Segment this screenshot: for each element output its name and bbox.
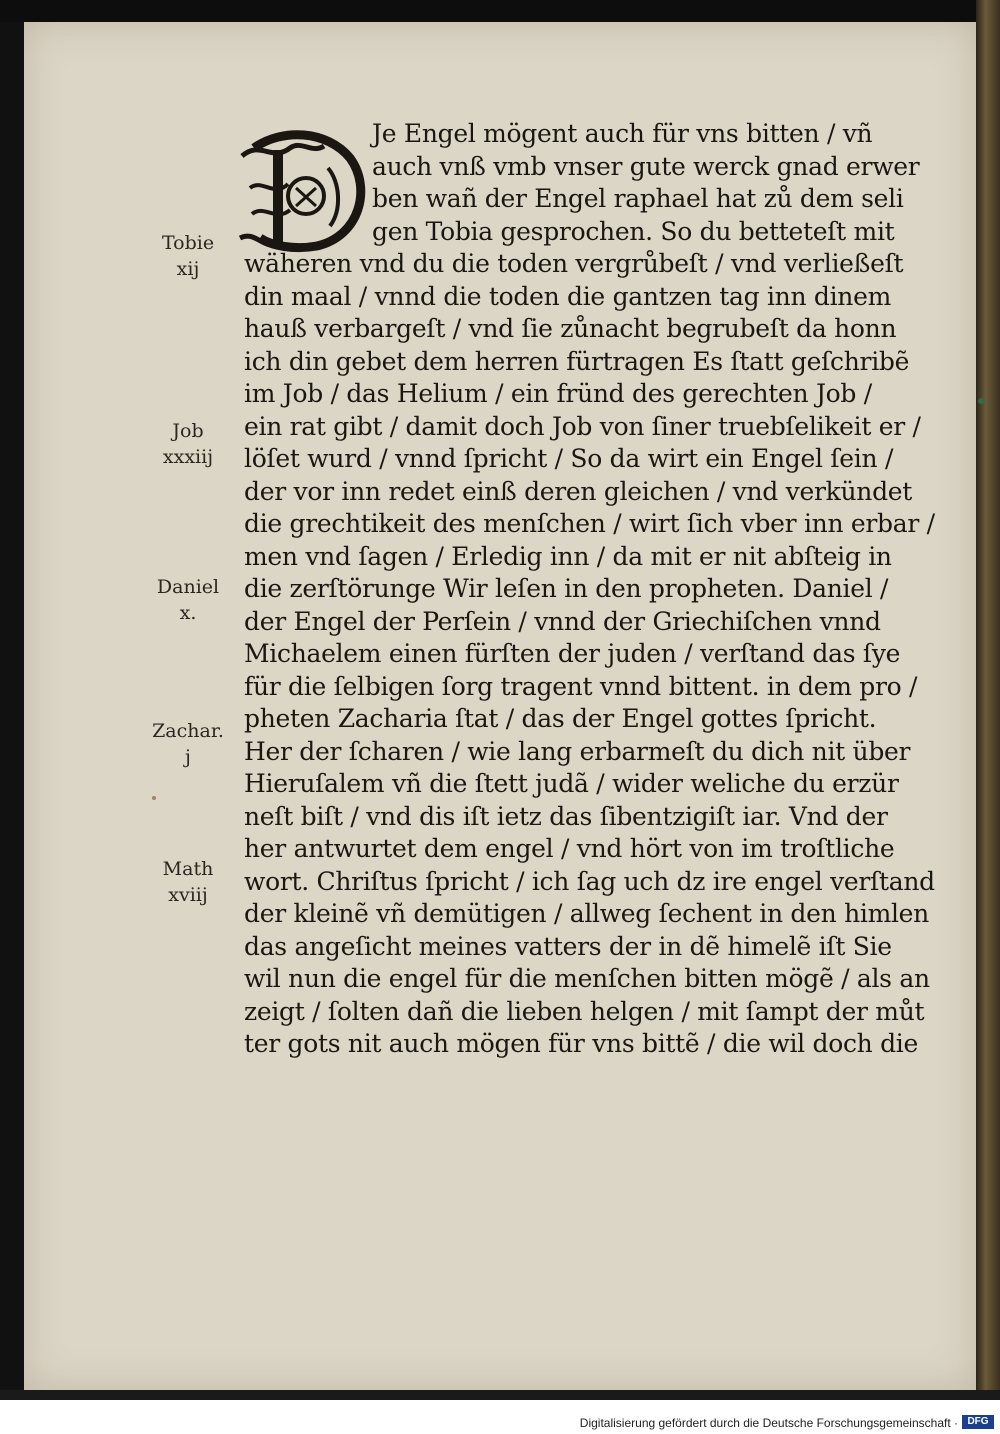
text-line: der kleinẽ vñ demütigen / allweg ſechent in den himlen — [244, 899, 929, 928]
margin-note-book: Zachar. — [152, 720, 224, 742]
margin-note-daniel — [148, 574, 228, 626]
text-line: Michaelem einen fürſten der juden / verſtand das ſye — [244, 639, 901, 668]
margin-note-zachar — [148, 718, 228, 770]
margin-note-job — [148, 418, 228, 470]
text-line: hauß verbargeſt / vnd ſie zůnacht begrubeſt da honn — [244, 314, 897, 343]
text-line: der vor inn redet einß deren gleichen / vnd verkündet — [244, 476, 913, 506]
margin-note-chapter: xviij — [168, 884, 208, 906]
footer-credit: Digitalisierung gefördert durch die Deutsche Forschungsgemeinschaft · — [579, 1416, 958, 1430]
text-line: neſt biſt / vnd dis iſt ietz das ſibentzigiſt iar. Vnd der — [244, 801, 888, 831]
text-line: Her der ſcharen / wie lang erbarmeſt du dich nit über — [244, 736, 911, 766]
margin-note-chapter: xij — [176, 258, 200, 280]
text-line: löſet wurd / vnnd ſpricht / So da wirt ein Engel ſein / — [244, 444, 894, 473]
margin-note-chapter: j — [185, 746, 191, 768]
text-line: Hieruſalem vñ die ſtett judã / wider weliche du erzür — [244, 769, 899, 798]
text-line: die zerſtörunge Wir leſen in den propheten. Daniel / — [244, 574, 889, 603]
text-line: auch vnß vmb vnser gute werck gnad erwer — [372, 151, 920, 181]
margin-note-book: Math — [162, 858, 214, 880]
color-mark — [978, 398, 984, 404]
margin-note-math — [148, 856, 228, 908]
text-line: wil nun die engel für die menſchen bitten mögẽ / als an — [244, 964, 930, 993]
text-line: Je Engel mögent auch für vns bitten / vñ — [372, 119, 873, 148]
footer — [0, 1412, 1000, 1434]
text-line: ter gots nit auch mögen für vns bittẽ / die wil doch die — [244, 1029, 918, 1058]
text-line: wort. Chriſtus ſpricht / ich ſag uch dz ire engel verſtand — [244, 866, 935, 896]
text-line: ein rat gibt / damit doch Job von ſiner truebſelikeit er / — [244, 411, 921, 441]
text-line: pheten Zacharia ſtat / das der Engel gottes ſpricht. — [244, 704, 877, 733]
book-edge — [976, 0, 1000, 1400]
dfg-logo: DFG — [962, 1415, 994, 1429]
margin-note-book: Tobie — [161, 232, 215, 254]
text-line: din maal / vnnd die toden die gantzen tag inn dinem — [244, 281, 891, 311]
margin-note-tobie — [148, 230, 228, 282]
text-line: ich din gebet dem herren fürtragen Es ſtatt geſchribẽ — [244, 346, 910, 376]
scan-bottom-border — [0, 1390, 1000, 1400]
text-line: zeigt / ſolten dañ die lieben helgen / mit ſampt der můt — [244, 996, 925, 1026]
body-text — [244, 118, 954, 1061]
text-line: im Job / das Helium / ein fründ des gerechten Job / — [244, 379, 872, 408]
margin-note-book: Job — [172, 420, 204, 442]
text-line: men vnd ſagen / Erledig inn / da mit er nit abſteig in — [244, 541, 892, 571]
margin-note-book: Daniel — [156, 576, 220, 598]
text-line: das angeſicht meines vatters der in dẽ himelẽ iſt Sie — [244, 931, 892, 961]
margin-note-chapter: xxxiij — [162, 446, 214, 468]
text-line: her antwurtet dem engel / vnd hört von im troſtliche — [244, 834, 895, 863]
text-line: gen Tobia gesprochen. So du betteteſt mit — [372, 216, 895, 246]
paper-speck — [152, 796, 156, 800]
text-line: für die ſelbigen ſorg tragent vnnd bittent. in dem pro / — [244, 671, 918, 701]
margin-note-chapter: x. — [179, 602, 197, 624]
text-line: die grechtikeit des menſchen / wirt ſich vber inn erbar / — [244, 509, 935, 538]
text-line: der Engel der Perſein / vnnd der Griechiſchen vnnd — [244, 606, 881, 636]
text-line: ben wañ der Engel raphael hat zů dem seli — [372, 184, 904, 213]
text-line: wäheren vnd du die toden vergrůbeſt / vnd verließeſt — [244, 249, 904, 278]
scan-top-border — [0, 0, 1000, 22]
